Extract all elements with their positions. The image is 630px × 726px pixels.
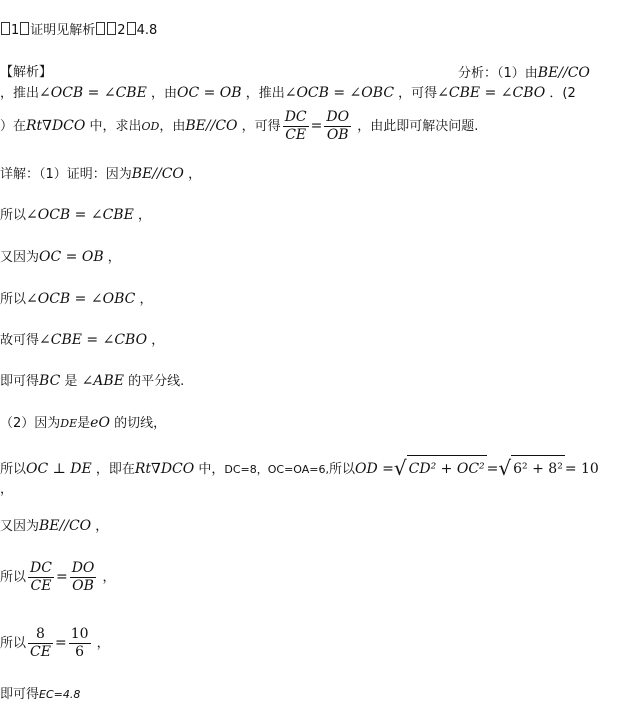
math-be-parallel-co: BE//CO	[39, 518, 92, 534]
math-od-eq: OD =	[355, 461, 394, 477]
text: 的平分线.	[128, 374, 185, 389]
answer-part1-num: 1	[11, 23, 20, 38]
text: 所以	[0, 292, 27, 307]
math-circle-o: eO	[90, 415, 110, 431]
math-rt-triangle: Rt∇DCO	[26, 118, 86, 134]
text: （2）因为	[0, 416, 61, 431]
text: ，即在	[95, 462, 135, 477]
analysis-line-3: ）在Rt∇DCO 中，求出OD，由BE//CO ，可得 $\frac{DC}{CE}$ = $\frac{DO}{OB}$ ，由此即可解决问题.	[0, 109, 479, 143]
math-angle-eq: ∠CBE = ∠CBO	[39, 332, 148, 348]
text: 中，求出	[89, 119, 142, 134]
analysis-lead	[458, 64, 590, 83]
fraction-do-ob	[324, 109, 351, 144]
fraction-10-6	[69, 626, 91, 661]
detail-line-6	[0, 372, 184, 391]
math-oc-eq-ob: OC = OB	[176, 85, 242, 101]
text: 又因为	[0, 250, 40, 265]
text: ）在	[0, 119, 27, 134]
text: 是	[77, 416, 91, 431]
analysis-line-2	[0, 84, 576, 103]
text: 又因为	[0, 519, 40, 534]
sqrt-symbol: √	[393, 456, 407, 480]
text: 即可得	[0, 374, 40, 389]
text: ，由此即可解决问题.	[357, 119, 479, 134]
math-angle-eq: ∠OCB = ∠OBC	[26, 291, 136, 307]
text: ，	[188, 167, 202, 182]
text: ，	[96, 636, 110, 651]
text: ，可得	[398, 86, 438, 101]
numerator: DC	[284, 109, 307, 125]
math-angle-eq: ∠OCB = ∠CBE	[39, 85, 147, 101]
given-values: DC=8，OC=OA=6,	[224, 463, 330, 476]
denominator: 6	[75, 644, 85, 660]
denominator: CE	[285, 127, 307, 143]
numerator: 10	[70, 626, 89, 642]
detail-line-5	[0, 331, 164, 350]
answer-part2-text: 4.8	[136, 23, 158, 38]
text: ，由	[150, 86, 177, 101]
final-answer: EC=4.8	[39, 688, 81, 701]
math-de: DE	[60, 417, 78, 430]
math-angle-eq: ∠OCB = ∠CBE	[26, 207, 134, 223]
text: 所以	[0, 636, 27, 651]
answer-part2-num: 2	[117, 23, 126, 38]
answer-line	[0, 22, 157, 40]
detail-line-12	[0, 686, 80, 704]
text: 所以	[329, 462, 356, 477]
missing-glyph-box	[96, 22, 105, 35]
text: ，可得	[241, 119, 281, 134]
math-angle-abe: ∠ABE	[81, 373, 124, 389]
text: ，	[107, 250, 121, 265]
math-be-parallel-co: BE//CO	[131, 166, 184, 182]
detail-line-10: 所以 $\frac{DC}{CE}$ = $\frac{DO}{OB}$ ，	[0, 560, 116, 594]
sqrt-symbol: √	[498, 456, 512, 480]
text: 所以	[0, 462, 27, 477]
numerator: DC	[30, 560, 52, 576]
fraction-dc-ce	[28, 560, 54, 595]
detail-line-8	[0, 455, 599, 483]
text: 详解：（1）证明：因为	[0, 167, 132, 182]
text: ，推出	[0, 86, 40, 101]
fraction-do-ob	[70, 560, 97, 595]
detail-line-2	[0, 206, 151, 225]
denominator: OB	[326, 127, 349, 143]
detail-line-3	[0, 248, 121, 267]
equals: =	[486, 461, 499, 477]
text: 故可得	[0, 333, 40, 348]
numerator: DO	[326, 109, 350, 125]
missing-glyph-box	[127, 22, 136, 35]
detail-line-4	[0, 290, 152, 309]
text: ，由	[159, 119, 186, 134]
math-oc-perp-de: OC ⊥ DE	[26, 461, 92, 477]
answer-part1-text: 证明见解析	[30, 23, 96, 38]
fraction-dc-ce	[283, 109, 309, 144]
denominator: CE	[30, 578, 52, 594]
detail-line-11: 所以 $\frac{8}{CE}$ = $\frac{10}{6}$ ，	[0, 626, 110, 660]
text: ，	[102, 570, 116, 585]
detail-line-7	[0, 414, 166, 433]
analysis-tag: 【解析】	[0, 65, 53, 80]
text: 即可得	[0, 687, 40, 702]
text: 中，	[198, 462, 225, 477]
text: ，	[151, 333, 165, 348]
numerator: DO	[71, 560, 95, 576]
text: 所以	[0, 570, 27, 585]
sqrt-radicand: CD² + OC²	[407, 455, 487, 482]
math-be-parallel-co: BE//CO	[185, 118, 238, 134]
numerator: 8	[28, 626, 53, 644]
result-10: = 10	[564, 461, 599, 477]
detail-line-9	[0, 517, 108, 536]
denominator: OB	[72, 578, 94, 594]
detail-line-8-tail: ，	[0, 482, 14, 497]
analysis-lead-text: 分析：（1）由	[458, 66, 538, 81]
text: ，	[95, 519, 109, 534]
missing-glyph-box	[20, 22, 29, 35]
math-od: OD	[141, 120, 160, 133]
denominator: CE	[30, 644, 51, 660]
sqrt-radicand: 6² + 8²	[511, 455, 565, 482]
fraction-8-ce	[28, 626, 53, 661]
math-angle-eq: ∠CBE = ∠CBO	[437, 85, 546, 101]
text: ．(2	[549, 86, 576, 101]
text: 的切线，	[114, 416, 167, 431]
missing-glyph-box	[1, 22, 10, 35]
text: ，	[139, 292, 153, 307]
missing-glyph-box	[107, 22, 116, 35]
detail-line-1	[0, 165, 201, 184]
math-bc: BC	[39, 373, 61, 389]
text: 是	[64, 374, 78, 389]
math-angle-eq: ∠OCB = ∠OBC	[284, 85, 395, 101]
text: ，推出	[245, 86, 285, 101]
math-be-parallel-co: BE//CO	[537, 65, 590, 81]
math-oc-eq-ob: OC = OB	[39, 249, 104, 265]
text: 所以	[0, 208, 27, 223]
text: ，	[137, 208, 151, 223]
math-rt-triangle: Rt∇DCO	[134, 461, 195, 477]
